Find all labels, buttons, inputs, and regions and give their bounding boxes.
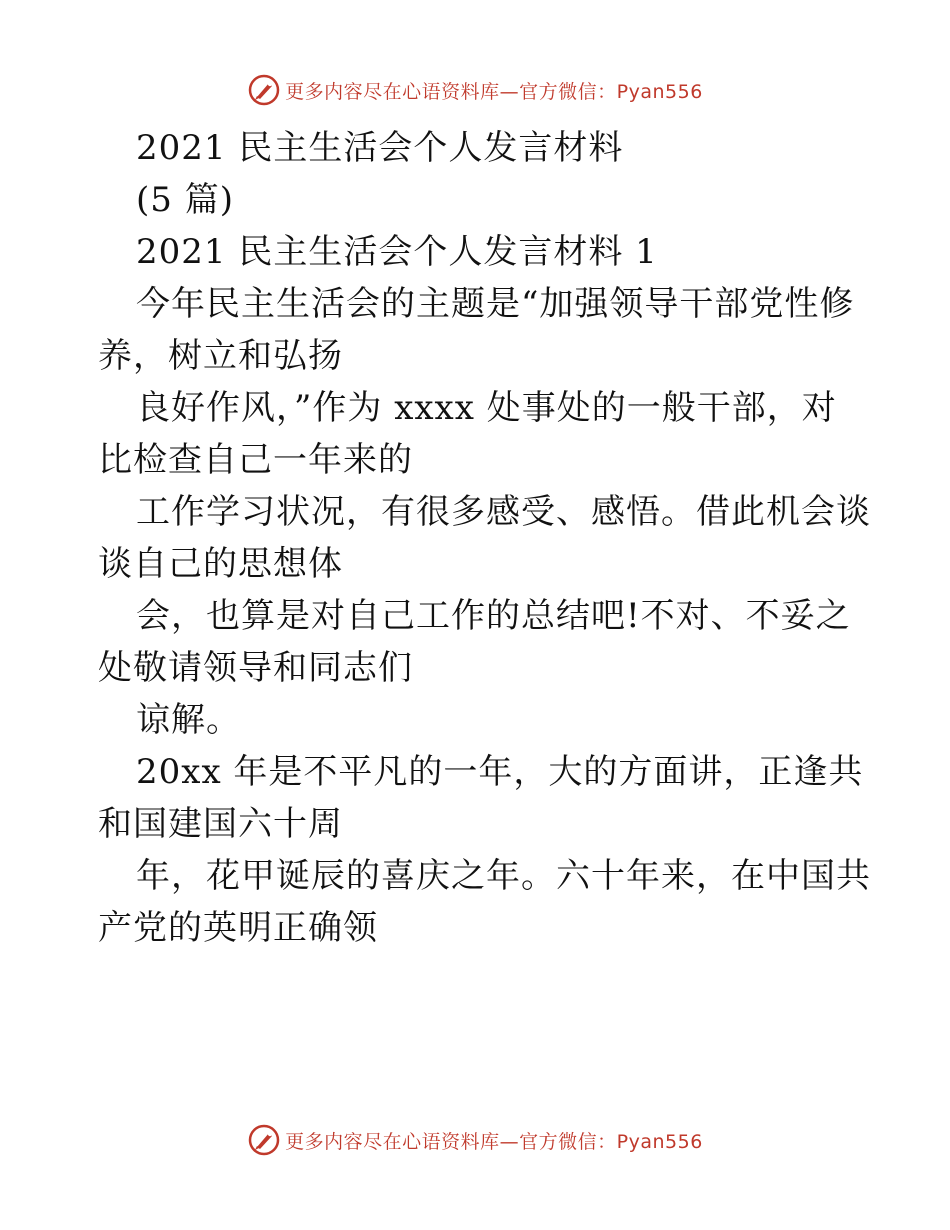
pen-nib-logo-icon <box>247 1123 281 1157</box>
document-line: 2021 民主生活会个人发言材料 <box>136 128 624 168</box>
footer-watermark-banner <box>0 1120 950 1160</box>
document-line: 谈自己的思想体 <box>98 544 343 584</box>
header-watermark-banner <box>0 70 950 110</box>
document-body <box>98 122 871 954</box>
document-line: 工作学习状况，有很多感受、感悟。借此机会谈 <box>136 492 871 532</box>
footer-watermark <box>247 1123 703 1157</box>
document-line: 和国建国六十周 <box>98 804 343 844</box>
header-watermark-text: 更多内容尽在心语资料库—官方微信：Pyan556 <box>285 80 703 103</box>
document-line: 2021 民主生活会个人发言材料 1 <box>136 232 658 272</box>
document-line: 谅解。 <box>136 700 241 740</box>
document-line: 今年民主生活会的主题是“加强领导干部党性修 <box>136 284 855 324</box>
document-line: (5 篇) <box>136 180 234 220</box>
document-line: 产党的英明正确领 <box>98 908 378 948</box>
document-line: 20xx 年是不平凡的一年，大的方面讲，正逢共 <box>136 752 864 792</box>
document-line: 会，也算是对自己工作的总结吧!不对、不妥之 <box>136 596 851 636</box>
document-line: 养，树立和弘扬 <box>98 336 343 376</box>
document-line: 比检查自己一年来的 <box>98 440 413 480</box>
document-line: 良好作风，”作为 xxxx 处事处的一般干部，对 <box>136 388 837 428</box>
footer-watermark-text: 更多内容尽在心语资料库—官方微信：Pyan556 <box>285 1130 703 1153</box>
pen-nib-logo-icon <box>247 73 281 107</box>
document-line: 年，花甲诞辰的喜庆之年。六十年来，在中国共 <box>136 856 871 896</box>
document-line: 处敬请领导和同志们 <box>98 648 413 688</box>
header-watermark <box>247 73 703 107</box>
